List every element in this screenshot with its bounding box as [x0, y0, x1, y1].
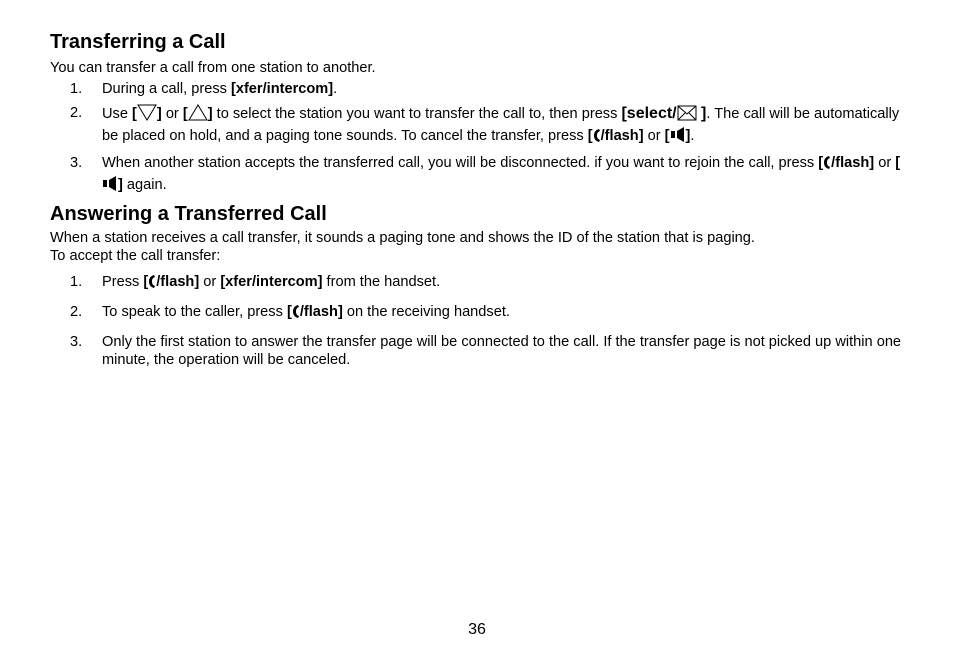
list-item	[50, 303, 910, 324]
step-text: from the handset.	[322, 274, 441, 290]
section-title-answering: Answering a Transferred Call	[50, 203, 327, 225]
up-triangle-icon	[188, 104, 208, 126]
xfer-intercom-key: [xfer/intercom]	[230, 81, 334, 97]
step-text: Only the first station to answer the transfer page will be connected to the call. If the transfer page is not picked up within one minute, the operation will be canceled.	[102, 334, 902, 368]
intro-line: To accept the call transfer:	[50, 248, 221, 264]
step-text: During a call, press	[102, 81, 231, 97]
bracket: [	[895, 155, 901, 171]
step-text: or	[643, 128, 665, 144]
step-text: or	[161, 106, 183, 122]
step-number: 2.	[70, 304, 83, 320]
bracket: ]	[696, 105, 707, 122]
step-text: to select the station you want to transfer the call to, then press	[212, 106, 622, 122]
list-item	[50, 80, 910, 98]
xfer-intercom-key: [xfer/intercom]	[220, 274, 323, 290]
flash-key-label: /flash]	[299, 304, 343, 320]
step-text: or	[199, 274, 221, 290]
bracket: [	[143, 274, 149, 290]
bracket: ]	[156, 106, 162, 122]
step-text: again.	[122, 177, 167, 193]
step-text: or	[874, 155, 896, 171]
manual-page	[50, 30, 910, 369]
section-intro: You can transfer a call from one station to another.	[50, 60, 376, 76]
bracket: [	[818, 155, 824, 171]
list-item	[50, 104, 910, 148]
step-text: on the receiving handset.	[342, 304, 510, 320]
list-item	[50, 273, 910, 294]
step-text: .	[333, 81, 338, 97]
step-text: To speak to the caller, press	[102, 304, 287, 320]
step-number: 3.	[70, 334, 83, 350]
bracket: [	[132, 106, 137, 122]
step-number: 2.	[70, 105, 83, 121]
list-item	[50, 333, 910, 369]
step-text: .	[690, 128, 695, 144]
bracket: ]	[685, 128, 691, 144]
phone-icon	[292, 304, 300, 324]
phone-icon	[823, 155, 831, 175]
step-number: 1.	[70, 274, 83, 290]
bracket: ]	[118, 177, 123, 193]
bracket: [	[286, 304, 292, 320]
step-text: . The call will be automatically be placed on hold, and a paging tone sounds. To cancel the transfer, press	[102, 106, 900, 144]
flash-key-label: /flash]	[156, 274, 200, 290]
flash-key-label: /flash]	[831, 155, 875, 171]
speaker-icon	[670, 126, 686, 148]
section-intro	[50, 229, 910, 265]
bracket: ]	[207, 106, 213, 122]
section-title-transferring: Transferring a Call	[50, 31, 226, 53]
steps-list	[50, 273, 910, 369]
speaker-icon	[102, 175, 118, 197]
step-text: Press	[102, 274, 144, 290]
down-triangle-icon	[137, 104, 157, 126]
step-number: 1.	[70, 81, 83, 97]
step-text: When another station accepts the transferred call, you will be disconnected. if you want to rejoin the call, press	[102, 155, 819, 171]
list-item	[50, 154, 910, 197]
bracket: [	[182, 106, 188, 122]
step-number: 3.	[70, 155, 83, 171]
flash-key-label: /flash]	[600, 128, 644, 144]
page-number: 36	[468, 621, 486, 638]
step-text: Use	[102, 106, 133, 122]
steps-list	[50, 80, 910, 197]
intro-line: When a station receives a call transfer, it sounds a paging tone and shows the ID of the station that is paging.	[50, 230, 755, 246]
bracket: [	[664, 128, 670, 144]
phone-icon	[593, 128, 601, 148]
envelope-icon	[677, 105, 697, 126]
select-key-label: [select/	[621, 105, 677, 122]
bracket: [	[587, 128, 593, 144]
